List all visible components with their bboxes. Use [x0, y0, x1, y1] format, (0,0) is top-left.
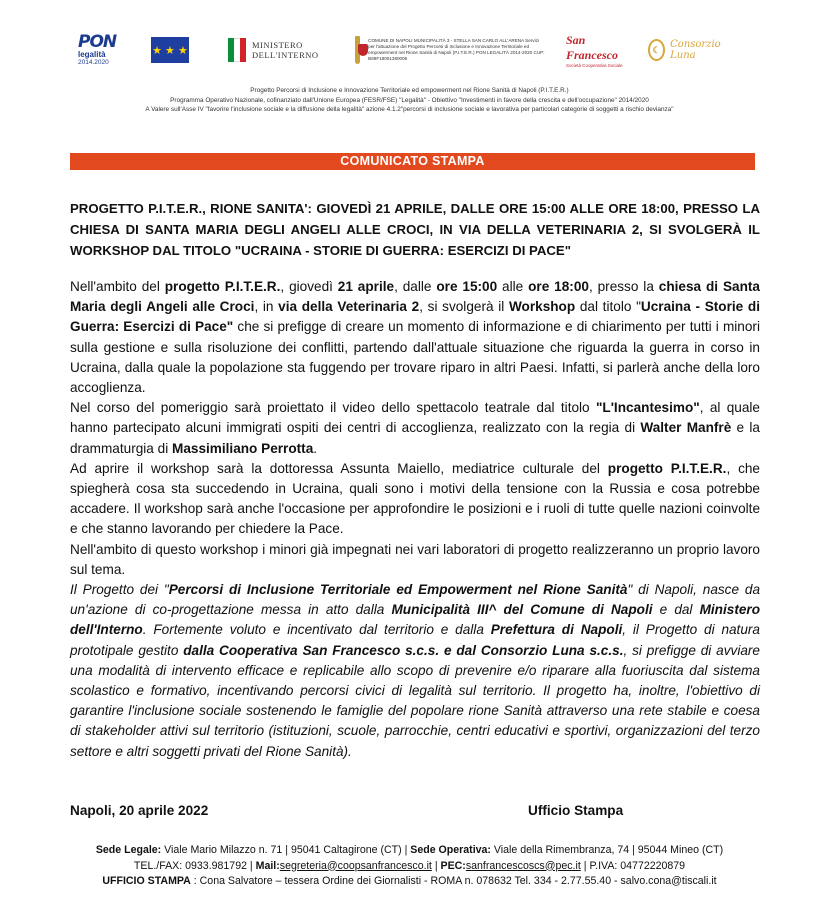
comune-napoli-logo — [355, 28, 545, 72]
paragraph-3: Ad aprire il workshop sarà la dottoressa Assunta Maiello, mediatrice culturale del progetto P.I.T.E.R., che spiegherà cosa sta succedendo in Ucraina, quali sono i motivi della tensione con la Russia e cosa potrebbe accadere. Il workshop sarà anche l'occasione per approfondire le posizioni e i ruoli di tutte quelle nazioni coinvolte e che stanno lavorando per chiedere la Pace. — [70, 460, 760, 537]
consorzio-luna-logo-text: Consorzio Luna — [670, 39, 721, 61]
email-link[interactable]: segreteria@coopsanfrancesco.it — [279, 859, 432, 872]
consorzio-luna-logo — [648, 28, 728, 72]
san-francesco-logo-subtitle: Società Cooperativa Sociale — [566, 62, 623, 68]
intro-line-3: A Valere sull'Asse IV "favorire l'inclusione sociale e la diffusione della legalità" azione 4.1.2"percorsi di inclusione sociale e lavorativa per particolari categorie di soggetti a rischio devianza" — [145, 106, 674, 113]
logo-bar — [0, 28, 819, 78]
press-release-body — [70, 277, 760, 762]
comunicato-stampa-banner: COMUNICATO STAMPA — [70, 153, 755, 170]
pon-logo-subtitle: legalità — [78, 50, 106, 59]
paragraph-5: Il Progetto dei "Percorsi di Inclusione Territoriale ed Empowerment nel Rione Sanità" di Napoli, nasce da un'azione di co-progettazione messa in atto dalla Municipalità III^ del Comune di Napoli e dal Ministero dell'Interno. Fortemente voluto e incentivato dal territorio e dalla Prefettura di Napoli, il Progetto di natura prototipale gestito dalla Cooperativa San Francesco s.c.s. e dal Consorzio Luna s.c.s., si prefigge di avviare una modalità di intervento efficace e replicabile allo scopo di prevenire e/o riparare alla fuoriuscita dal sistema scolastico e formativo, incentivando percorsi civici di legalità sul territorio. Il progetto ha, inoltre, l'obiettivo di garantire l'inclusione sociale sostenendo le famiglie del popolare rione Sanità attraverso una rete stabile e coesa di stakeholder attivi sul territorio (istituzioni, scuole, parrocchie, centri educativi e sportivi, organizzazioni del terzo settore e altri soggetti privati del Rione Sanità). — [70, 582, 761, 759]
headline: PROGETTO P.I.T.E.R., RIONE SANITA': GIOVEDÌ 21 APRILE, DALLE ORE 15:00 ALLE ORE 18:00, PRESSO LA CHIESA DI SANTA MARIA DEGLI ANGELI ALLE CROCI, IN VIA DELLA VETERINARIA 2, SI SVOLGERÀ IL WORKSHOP DAL TITOLO "UCRAINA - STORIE DI GUERRA: ESERCIZI DI PACE" — [70, 201, 760, 258]
paragraph-4: Nell'ambito di questo workshop i minori già impegnati nei vari laboratori di progetto realizzeranno un proprio lavoro sul tema. — [70, 541, 760, 577]
ministero-interno-logo — [228, 28, 320, 72]
pec-link[interactable]: sanfrancescoscs@pec.it — [465, 859, 581, 872]
footer — [60, 843, 759, 890]
eu-stars-icon: ★ ★ ★ — [151, 37, 189, 63]
ufficio-stampa-signature: Ufficio Stampa — [528, 803, 624, 818]
san-francesco-logo-text: San Francesco — [566, 32, 618, 62]
san-francesco-logo — [566, 28, 638, 72]
comune-crest-icon — [355, 36, 360, 64]
intro-line-1: Progetto Percorsi di Inclusione e Innovazione Territoriale ed empowerment nel Rione Sanità di Napoli (P.I.T.E.R.) — [250, 87, 569, 94]
paragraph-1: Nell'ambito del progetto P.I.T.E.R., giovedì 21 aprile, dalle ore 15:00 alle ore 18:00, presso la chiesa di Santa Maria degli Angeli alle Croci, in via della Veterinaria 2, si svolgerà il Workshop dal titolo "Ucraina - Storie di Guerra: Esercizi di Pace" che si prefigge di creare un momento di informazione e di chiarimento per tutti i minori sulla gestione e sulla risoluzione dei conflitti, partendo dall'attuale situazione che riguarda la guerra in corso in Ucraina, dalla quale la popolazione sta fuggendo per trovare riparo in altri Paesi. Infatti, si parlerà anche della loro accoglienza. — [70, 279, 760, 396]
footer-line-3: UFFICIO STAMPA : Cona Salvatore – tessera Ordine dei Giornalisti - ROMA n. 078632 Tel. 334 - 2.77.55.40 - salvo.cona@tiscali.it — [102, 875, 717, 887]
pon-legalita-logo — [78, 28, 124, 72]
consorzio-luna-icon: ☾ — [648, 39, 665, 61]
footer-line-2: TEL./FAX: 0933.981792 | Mail:segreteria@coopsanfrancesco.it | PEC:sanfrancescoscs@pec.it | P.IVA: 04772220879 — [133, 859, 686, 872]
intro-line-2: Programma Operativo Nazionale, cofinanziato dall'Unione Europea (FESR/FSE) "Legalità" - Obiettivo "Investimenti in favore della crescita e dell'occupazione" 2014/2020 — [170, 96, 649, 104]
project-intro — [40, 86, 779, 115]
paragraph-2: Nel corso del pomeriggio sarà proiettato il video dello spettacolo teatrale dal titolo "L'Incantesimo", al quale hanno partecipato alcuni immigrati ospiti dei centri di accoglienza, realizzato con la regia di Walter Manfrè e la drammaturgia di Massimiliano Perrotta. — [70, 400, 760, 456]
comune-logo-text: COMUNE DI NAPOLI MUNICIPALITÀ 3 - STELLA SAN CARLO ALL'ARENA Servizi per l'attuazione del Progetto Percorsi di Inclusione e Innovazione Territoriale ed empowerment nel Rione Sanità di Napoli (P.I.T.E.R.) PON LEGALITÀ 2014-2020 CUP: B69F18001380005 — [368, 38, 545, 61]
ministero-logo-text: MINISTERO DELL'INTERNO — [252, 40, 319, 60]
footer-line-1: Sede Legale: Viale Mario Milazzo n. 71 | 95041 Caltagirone (CT) | Sede Operativa: Viale della Rimembranza, 74 | 95044 Mineo (CT) — [95, 844, 724, 856]
place-and-date: Napoli, 20 aprile 2022 — [70, 803, 209, 818]
pon-logo-years: 2014.2020 — [78, 59, 109, 66]
italian-flag-icon — [228, 38, 246, 62]
pon-logo-text: PON — [78, 32, 117, 52]
eu-flag-logo — [151, 28, 191, 72]
